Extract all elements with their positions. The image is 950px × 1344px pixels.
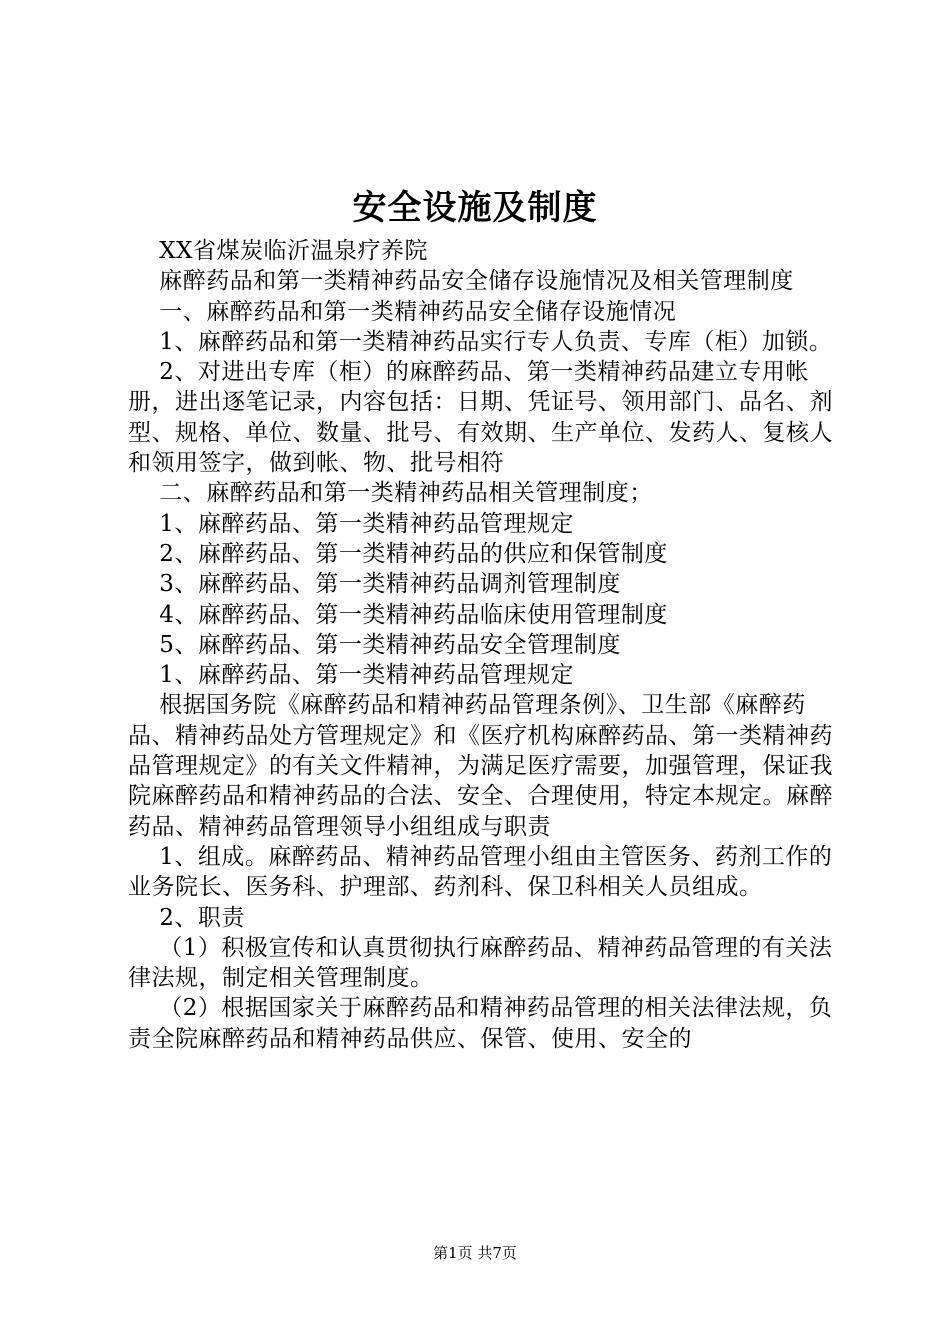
paragraph: 1、组成。麻醉药品、精神药品管理小组由主管医务、药剂工作的业务院长、医务科、护理部、药剂科、保卫科相关人员组成。 [128, 843, 833, 901]
paragraph: 根据国务院《麻醉药品和精神药品管理条例》、卫生部《麻醉药品、精神药品处方管理规定》和《医疗机构麻醉药品、第一类精神药品管理规定》的有关文件精神，为满足医疗需要，加强管理，保证我院麻醉药品和精神药品的合法、安全、合理使用，特定本规定。麻醉药品、精神药品管理领导小组组成与职责 [128, 692, 833, 840]
paragraph: 麻醉药品和第一类精神药品安全储存设施情况及相关管理制度 [128, 268, 794, 295]
section-heading: 二、麻醉药品和第一类精神药品相关管理制度； [128, 480, 653, 507]
section-heading: 一、麻醉药品和第一类精神药品安全储存设施情况 [128, 298, 677, 325]
document-body [128, 236, 833, 1054]
paragraph: 1、麻醉药品和第一类精神药品实行专人负责、专库（柜）加锁。 [128, 328, 833, 355]
paragraph: （2）根据国家关于麻醉药品和精神药品管理的相关法律法规，负责全院麻醉药品和精神药品供应、保管、使用、安全的 [128, 995, 833, 1052]
paragraph: 2、职责 [128, 904, 245, 931]
list-item: 3、麻醉药品、第一类精神药品调剂管理制度 [128, 571, 621, 598]
paragraph: 2、对进出专库（柜）的麻醉药品、第一类精神药品建立专用帐册，进出逐笔记录，内容包括：日期、凭证号、领用部门、品名、剂型、规格、单位、数量、批号、有效期、生产单位、发药人、复核人和领用签字，做到帐、物、批号相符 [128, 359, 833, 477]
list-item: 2、麻醉药品、第一类精神药品的供应和保管制度 [128, 540, 668, 567]
section-heading: 1、麻醉药品、第一类精神药品管理规定 [128, 662, 574, 689]
paragraph: （1）积极宣传和认真贯彻执行麻醉药品、精神药品管理的有关法律法规，制定相关管理制度。 [128, 934, 833, 992]
document-title: 安全设施及制度 [352, 188, 598, 228]
list-item: 4、麻醉药品、第一类精神药品临床使用管理制度 [128, 601, 668, 628]
list-item: 5、麻醉药品、第一类精神药品安全管理制度 [128, 631, 621, 658]
list-item: 1、麻醉药品、第一类精神药品管理规定 [128, 510, 574, 537]
paragraph: XX省煤炭临沂温泉疗养院 [128, 238, 428, 264]
page-number-footer: 第1页 共7页 [433, 1244, 517, 1262]
